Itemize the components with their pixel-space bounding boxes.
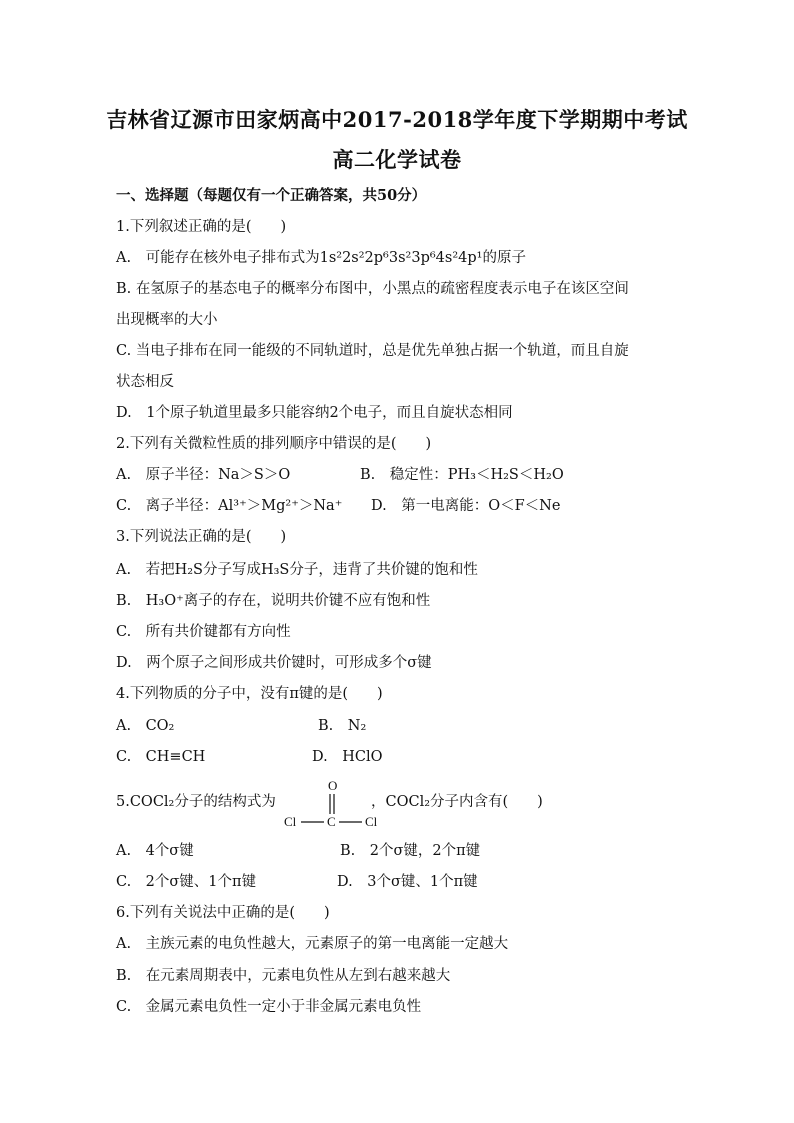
q5-stem <box>116 792 686 812</box>
q6-option-b: B. 在元素周期表中，元素电负性从左到右越来越大 <box>116 968 451 984</box>
q3-option-d: D. 两个原子之间形成共价键时，可形成多个σ键 <box>116 655 432 671</box>
q1-option-c-line1: C. 当电子排布在同一能级的不同轨道时，总是优先单独占据一个轨道，而且自旋 <box>116 343 629 359</box>
q3-stem: 3.下列说法正确的是( ) <box>116 529 287 545</box>
q5-option-b: B. 2个σ键，2个π键 <box>340 843 481 859</box>
q4-option-a: A. CO₂ <box>116 718 175 734</box>
q1-a-suffix: 的原子 <box>482 250 526 266</box>
exam-title: 吉林省辽源市田家炳高中2017-2018学年度下学期期中考试 <box>106 107 688 132</box>
struct-oxygen: O <box>328 778 338 793</box>
section-heading: 一、选择题（每题仅有一个正确答案，共50分） <box>116 187 427 204</box>
q1-option-b-line1: B. 在氢原子的基态电子的概率分布图中，小黑点的疏密程度表示电子在该区空间 <box>116 281 629 297</box>
q2-option-a: A. 原子半径：Na＞S＞O <box>116 467 291 483</box>
q2-stem: 2.下列有关微粒性质的排列顺序中错误的是( ) <box>116 436 432 452</box>
q6-option-a: A. 主族元素的电负性越大，元素原子的第一电离能一定越大 <box>116 936 509 952</box>
exam-subtitle: 高二化学试卷 <box>332 147 462 172</box>
cocl2-structural-formula <box>284 778 384 830</box>
q1-stem: 1.下列叙述正确的是( ) <box>116 219 287 235</box>
q5-stem-prefix: 5.COCl₂分子的结构式为 <box>116 794 276 810</box>
struct-carbon: C <box>327 814 336 829</box>
q3-option-b: B. H₃O⁺离子的存在，说明共价键不应有饱和性 <box>116 593 431 609</box>
q1-a-config: 1s²2s²2p⁶3s²3p⁶4s²4p¹ <box>319 250 483 266</box>
q1-option-a <box>116 248 686 268</box>
q2-option-b: B. 稳定性：PH₃＜H₂S＜H₂O <box>360 467 564 483</box>
q1-a-prefix: A. 可能存在核外电子排布式为 <box>116 250 320 266</box>
q4-option-b: B. N₂ <box>318 718 367 734</box>
q1-option-b-line2: 出现概率的大小 <box>116 312 218 328</box>
struct-chlorine-left: Cl <box>284 814 297 829</box>
struct-chlorine-right: Cl <box>365 814 378 829</box>
q2-option-c: C. 离子半径：Al³⁺＞Mg²⁺＞Na⁺ <box>116 498 343 514</box>
q4-option-c: C. CH≡CH <box>116 749 206 765</box>
q5-stem-suffix: ，COCl₂分子内含有( ) <box>371 794 543 810</box>
q4-option-d: D. HClO <box>312 749 383 765</box>
q6-stem: 6.下列有关说法中正确的是( ) <box>116 905 330 921</box>
q5-option-d: D. 3个σ键、1个π键 <box>337 874 478 890</box>
q5-option-c: C. 2个σ键、1个π键 <box>116 874 257 890</box>
q5-option-a: A. 4个σ键 <box>116 843 194 859</box>
q4-stem: 4.下列物质的分子中，没有π键的是( ) <box>116 686 383 702</box>
q3-option-a: A. 若把H₂S分子写成H₃S分子，违背了共价键的饱和性 <box>116 562 478 578</box>
q1-option-d: D. 1个原子轨道里最多只能容纳2个电子，而且自旋状态相同 <box>116 405 513 421</box>
q1-option-c-line2: 状态相反 <box>116 374 174 390</box>
q3-option-c: C. 所有共价键都有方向性 <box>116 624 291 640</box>
q6-option-c: C. 金属元素电负性一定小于非金属元素电负性 <box>116 999 422 1015</box>
q2-option-d: D. 第一电离能：O＜F＜Ne <box>371 498 561 514</box>
